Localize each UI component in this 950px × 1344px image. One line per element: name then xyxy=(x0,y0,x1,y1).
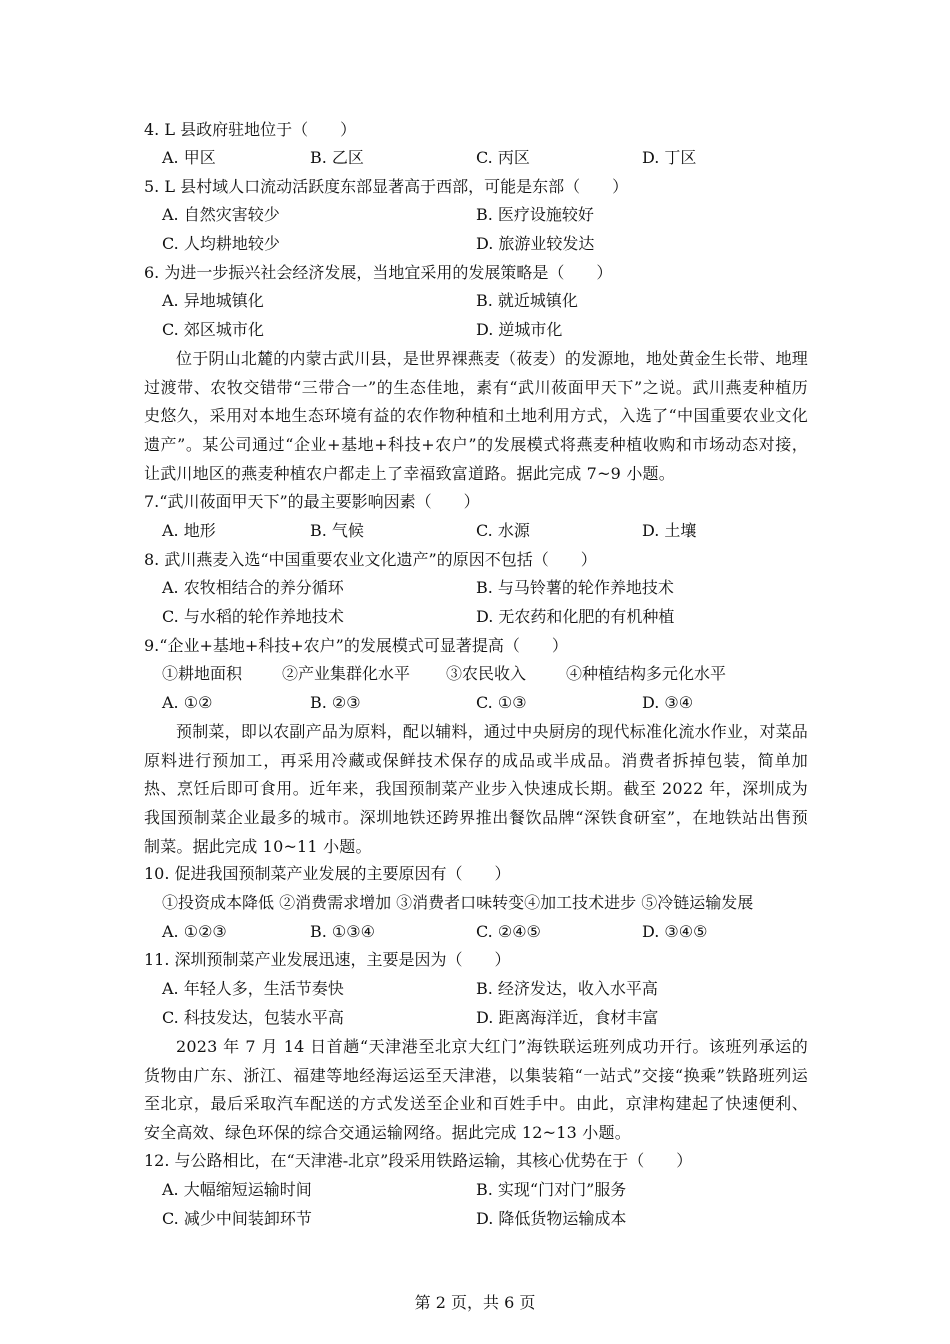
question-7-option-d: D. 土壤 xyxy=(642,521,697,540)
question-11-stem: 11. 深圳预制菜产业发展迅速，主要是因为（ ） xyxy=(144,950,511,969)
question-9-option-a: A. ①② xyxy=(162,693,213,712)
question-7-option-b: B. 气候 xyxy=(310,521,364,540)
question-9-statement-3: ③农民收入 xyxy=(446,664,527,683)
question-10-statements: ①投资成本降低 ②消费需求增加 ③消费者口味转变④加工技术进步 ⑤冷链运输发展 xyxy=(162,893,754,912)
question-9-option-d: D. ③④ xyxy=(642,693,694,712)
question-6-stem: 6. 为进一步振兴社会经济发展，当地宜采用的发展策略是（ ） xyxy=(144,263,613,282)
question-4-option-b: B. 乙区 xyxy=(310,148,364,167)
question-11-option-c: C. 科技发达，包装水平高 xyxy=(162,1008,344,1027)
passage-prepared-food: 预制菜，即以农副产品为原料，配以辅料，通过中央厨房的现代标准化流水作业，对菜品原料进行预加工，再采用冷藏或保鲜技术保存的成品或半成品。消费者拆掉包装，简单加热、烹饪后即可食用。近年来，我国预制菜产业步入快速成长期。截至 2022 年，深圳成为我国预制菜企业最多的城市。深圳地铁还跨界推出餐饮品牌“深铁食研室”，在地铁站出售预制菜。据此完成 10~11 小题。 xyxy=(144,722,808,856)
question-8-stem: 8. 武川燕麦入选“中国重要农业文化遗产”的原因不包括（ ） xyxy=(144,550,597,569)
question-6-option-c: C. 郊区城市化 xyxy=(162,320,264,339)
question-6-option-a: A. 异地城镇化 xyxy=(162,291,264,310)
passage-wuchuan-oats: 位于阴山北麓的内蒙古武川县，是世界裸燕麦（莜麦）的发源地，地处黄金生长带、地理过渡带、农牧交错带“三带合一”的生态佳地，素有“武川莜面甲天下”之说。武川燕麦种植历史悠久，采用对本地生态环境有益的农作物种植和土地利用方式，入选了“中国重要农业文化遗产”。某公司通过“企业+基地+科技+农户”的发展模式将燕麦种植收购和市场动态对接，让武川地区的燕麦种植农户都走上了幸福致富道路。据此完成 7~9 小题。 xyxy=(144,349,808,483)
question-5-option-c: C. 人均耕地较少 xyxy=(162,234,280,253)
question-10-option-d: D. ③④⑤ xyxy=(642,922,708,941)
question-4-stem: 4. L 县政府驻地位于（ ） xyxy=(144,120,357,139)
question-9-statement-1: ①耕地面积 xyxy=(162,664,243,683)
question-8-option-a: A. 农牧相结合的养分循环 xyxy=(162,578,344,597)
question-12-stem: 12. 与公路相比，在“天津港-北京”段采用铁路运输，其核心优势在于（ ） xyxy=(144,1151,693,1170)
question-4-option-c: C. 丙区 xyxy=(476,148,530,167)
question-9-statement-4: ④种植结构多元化水平 xyxy=(566,664,727,683)
question-11-option-b: B. 经济发达，收入水平高 xyxy=(476,979,658,998)
question-7-stem: 7.“武川莜面甲天下”的最主要影响因素（ ） xyxy=(144,492,480,511)
question-9-option-c: C. ①③ xyxy=(476,693,527,712)
question-10-option-a: A. ①②③ xyxy=(162,922,227,941)
question-5-option-b: B. 医疗设施较好 xyxy=(476,205,594,224)
question-8-option-d: D. 无农药和化肥的有机种植 xyxy=(476,607,675,626)
question-4-option-a: A. 甲区 xyxy=(162,148,216,167)
passage-sea-rail-transport: 2023 年 7 月 14 日首趟“天津港至北京大红门”海铁联运班列成功开行。该班列承运的货物由广东、浙江、福建等地经海运运至天津港，以集装箱“一站式”交接“换乘”铁路班列运至北京，最后采取汽车配送的方式发送至企业和百姓手中。由此，京津构建起了快速便利、安全高效、绿色环保的综合交通运输网络。据此完成 12~13 小题。 xyxy=(144,1037,808,1143)
question-9-statement-2: ②产业集群化水平 xyxy=(282,664,411,683)
question-12-option-a: A. 大幅缩短运输时间 xyxy=(162,1180,312,1199)
question-5-option-d: D. 旅游业较发达 xyxy=(476,234,595,253)
question-10-option-b: B. ①③④ xyxy=(310,922,375,941)
question-9-option-b: B. ②③ xyxy=(310,693,361,712)
question-8-option-c: C. 与水稻的轮作养地技术 xyxy=(162,607,344,626)
question-7-option-a: A. 地形 xyxy=(162,521,216,540)
question-8-option-b: B. 与马铃薯的轮作养地技术 xyxy=(476,578,674,597)
question-10-stem: 10. 促进我国预制菜产业发展的主要原因有（ ） xyxy=(144,864,511,883)
question-5-stem: 5. L 县村域人口流动活跃度东部显著高于西部，可能是东部（ ） xyxy=(144,177,629,196)
question-7-option-c: C. 水源 xyxy=(476,521,530,540)
question-5-option-a: A. 自然灾害较少 xyxy=(162,205,280,224)
question-11-option-d: D. 距离海洋近，食材丰富 xyxy=(476,1008,659,1027)
question-10-option-c: C. ②④⑤ xyxy=(476,922,541,941)
question-6-option-d: D. 逆城市化 xyxy=(476,320,563,339)
page-number-footer: 第 2 页，共 6 页 xyxy=(414,1293,536,1312)
question-6-option-b: B. 就近城镇化 xyxy=(476,291,578,310)
question-12-option-d: D. 降低货物运输成本 xyxy=(476,1209,627,1228)
question-12-option-b: B. 实现“门对门”服务 xyxy=(476,1180,627,1199)
question-9-stem: 9.“企业+基地+科技+农户”的发展模式可显著提高（ ） xyxy=(144,636,568,655)
question-11-option-a: A. 年轻人多，生活节奏快 xyxy=(162,979,344,998)
question-12-option-c: C. 减少中间装卸环节 xyxy=(162,1209,312,1228)
question-4-option-d: D. 丁区 xyxy=(642,148,697,167)
